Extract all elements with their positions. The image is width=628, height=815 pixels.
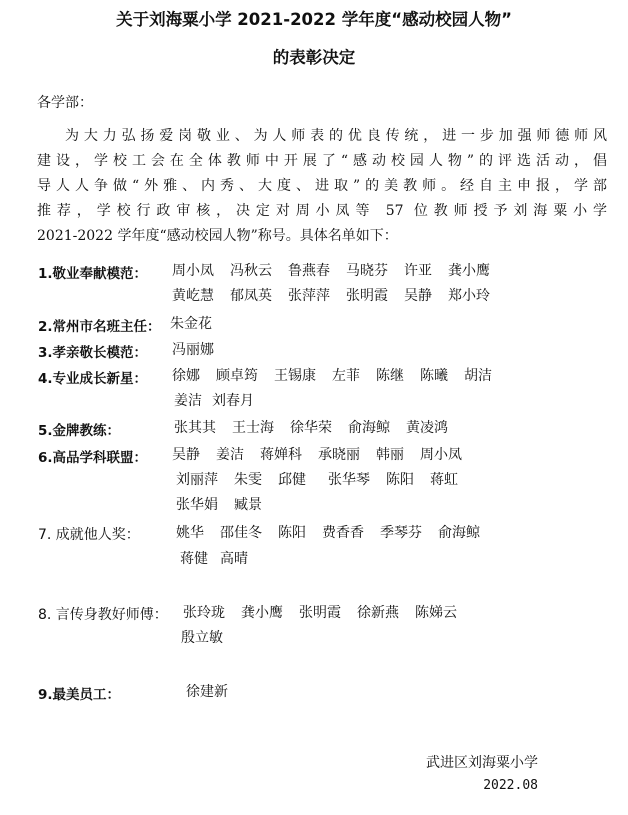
name: 俞海鲸 (438, 525, 480, 541)
paragraph-line: 为大力弘扬爱岗敬业、为人师表的优良传统，进一步加强师德师风 (65, 128, 607, 144)
name: 陈继 (376, 368, 404, 384)
award-names-row (172, 285, 506, 305)
award-label-3: 3.孝亲敬长模范： (38, 345, 148, 361)
name: 周小凤 (172, 263, 214, 279)
name: 姚华 (176, 525, 204, 541)
name: 陈阳 (386, 472, 414, 488)
signature: 武进区刘海粟小学 (426, 755, 538, 771)
award-names-row (176, 494, 278, 514)
name: 殷立敏 (181, 630, 223, 646)
name: 朱雯 (234, 472, 262, 488)
name: 蒋婵科 (260, 447, 302, 463)
name: 张华娟 (176, 497, 218, 513)
award-names-row (172, 444, 478, 464)
name: 龚小鹰 (448, 263, 490, 279)
name: 承晓丽 (318, 447, 360, 463)
name: 胡洁 (464, 368, 492, 384)
award-names-row (174, 390, 270, 410)
name: 韩丽 (376, 447, 404, 463)
name: 朱金花 (170, 316, 212, 332)
name: 周小凤 (420, 447, 462, 463)
name: 徐娜 (172, 368, 200, 384)
name: 刘春月 (212, 393, 254, 409)
award-names-row (180, 548, 264, 568)
award-label-9: 9.最美员工： (38, 687, 121, 703)
paragraph-line: 2021-2022 学年度“感动校园人物”称号。具体名单如下： (37, 228, 398, 244)
name: 龚小鹰 (241, 605, 283, 621)
paragraph-line: 导人人争做“外雅、内秀、大度、进取”的美教师。经自主申报，学部 (37, 178, 607, 194)
award-label-2: 2.常州市名班主任： (38, 319, 161, 335)
name: 郁凤英 (230, 288, 272, 304)
award-names-row (186, 681, 244, 701)
body-paragraph (37, 124, 607, 249)
paragraph-line: 建设，学校工会在全体教师中开展了“感动校园人物”的评选活动，倡 (37, 153, 607, 169)
name: 蒋虹 (430, 472, 458, 488)
award-names-row (176, 522, 496, 542)
name: 王士海 (232, 420, 274, 436)
name: 邱健 (278, 472, 306, 488)
name: 高晴 (220, 551, 248, 567)
salutation: 各学部： (37, 95, 93, 111)
name: 姜洁 (216, 447, 244, 463)
award-names-row (172, 339, 230, 359)
award-names-row (183, 602, 473, 622)
name: 马晓芬 (346, 263, 388, 279)
award-label-6: 6.高品学科联盟： (38, 450, 148, 466)
title-line-1: 关于刘海粟小学 2021-2022 学年度“感动校园人物” (116, 10, 512, 29)
name: 黄屹慧 (172, 288, 214, 304)
name: 陈阳 (278, 525, 306, 541)
name: 季琴芬 (380, 525, 422, 541)
name: 费香香 (322, 525, 364, 541)
name: 蒋健 (180, 551, 208, 567)
award-names-row (172, 365, 508, 385)
name: 邵佳冬 (220, 525, 262, 541)
name: 徐新燕 (357, 605, 399, 621)
name: 张明霞 (299, 605, 341, 621)
award-names-row (176, 469, 474, 489)
name: 臧景 (234, 497, 262, 513)
name: 刘丽萍 (176, 472, 218, 488)
award-label-4: 4.专业成长新星： (38, 371, 148, 387)
name: 姜洁 (174, 393, 202, 409)
award-names-row (172, 260, 506, 280)
name: 黄凌鸿 (406, 420, 448, 436)
name: 顾卓筠 (216, 368, 258, 384)
name: 张其其 (174, 420, 216, 436)
name: 张玲珑 (183, 605, 225, 621)
award-names-row (174, 417, 464, 437)
name: 郑小玲 (448, 288, 490, 304)
award-label-8: 8. 言传身教好师傅： (38, 607, 168, 623)
name: 陈曦 (420, 368, 448, 384)
name: 张华琴 (328, 472, 370, 488)
award-label-7: 7. 成就他人奖： (38, 527, 140, 543)
name: 左菲 (332, 368, 360, 384)
name: 冯秋云 (230, 263, 272, 279)
name: 鲁燕春 (288, 263, 330, 279)
award-label-5: 5.金牌教练： (38, 423, 121, 439)
award-label-1: 1.敬业奉献模范： (38, 266, 148, 282)
name: 冯丽娜 (172, 342, 214, 358)
title-line-2: 的表彰决定 (272, 48, 356, 67)
award-names-row (181, 627, 239, 647)
name: 张萍萍 (288, 288, 330, 304)
name: 许亚 (404, 263, 432, 279)
date: 2022.08 (483, 778, 538, 793)
name: 王锡康 (274, 368, 316, 384)
award-names-row (170, 313, 228, 333)
name: 徐华荣 (290, 420, 332, 436)
name: 俞海鲸 (348, 420, 390, 436)
name: 徐建新 (186, 684, 228, 700)
name: 吴静 (172, 447, 200, 463)
name: 吴静 (404, 288, 432, 304)
name: 陈娣云 (415, 605, 457, 621)
name: 张明霞 (346, 288, 388, 304)
paragraph-line: 推荐，学校行政审核，决定对周小凤等 57 位教师授予刘海粟小学 (37, 203, 607, 219)
